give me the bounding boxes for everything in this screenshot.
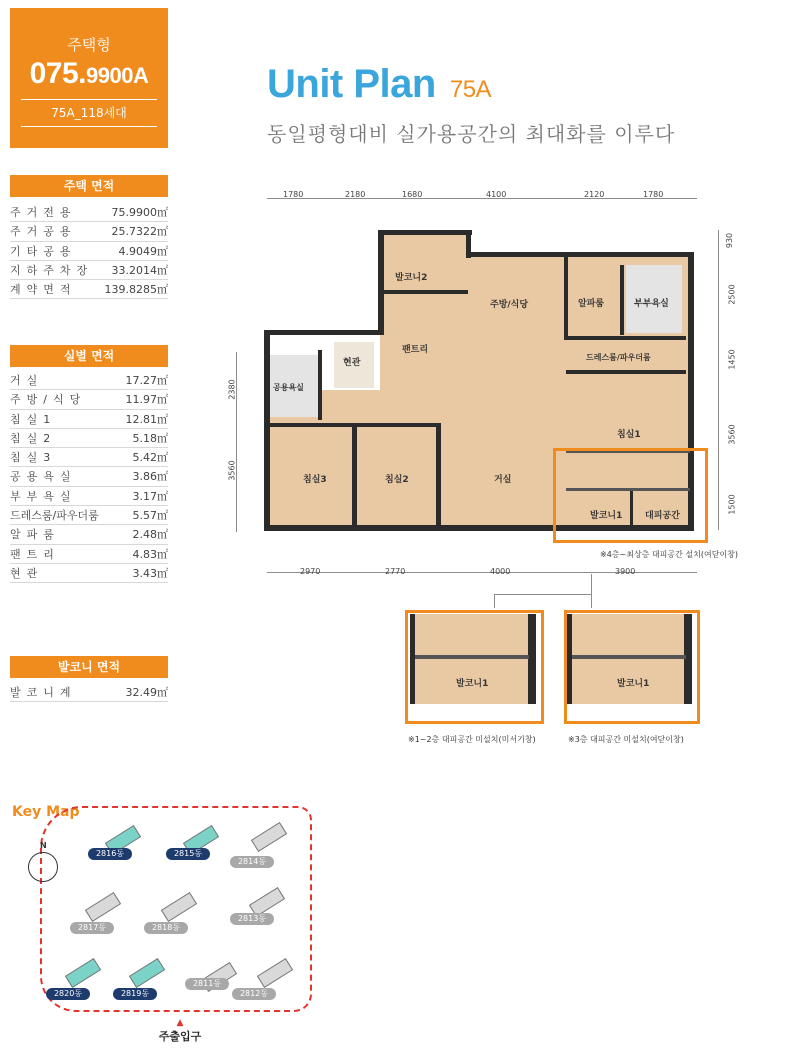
area-row-value: 11.97㎡ — [125, 393, 168, 407]
room-evac: 대피공간 — [645, 511, 680, 521]
building-2813: 2813동 — [230, 913, 274, 925]
variant1-balcony: 발코니1 — [456, 679, 489, 689]
area-row — [10, 203, 168, 222]
variant2-frame — [564, 610, 700, 724]
area-row-label: 알파룸 — [10, 528, 60, 542]
housing-area-heading: 주택 면적 — [10, 175, 168, 197]
area-row-label: 침실3 — [10, 451, 57, 465]
area-row-value: 75.9900㎡ — [111, 206, 168, 219]
area-row-label: 지하주차장 — [10, 263, 94, 277]
building-2815: 2815동 — [166, 848, 210, 860]
building-2817: 2817동 — [70, 922, 114, 934]
dim-left-2: 3560 — [227, 460, 237, 481]
area-row — [10, 487, 168, 506]
room-entrance: 현관 — [343, 358, 361, 368]
entrance-arrow-icon: ▲ — [176, 1018, 184, 1028]
area-row-label: 침실2 — [10, 431, 57, 445]
housing-area-table — [10, 203, 168, 299]
area-row — [10, 467, 168, 486]
area-row — [10, 506, 168, 525]
room-kitchen: 주방/식당 — [490, 300, 529, 310]
area-row-value: 32.49㎡ — [125, 686, 168, 699]
dim-top-5: 2120 — [584, 190, 605, 199]
area-row — [10, 280, 168, 299]
area-row — [10, 242, 168, 261]
tagline: 동일평형대비 실가용공간의 최대화를 이루다 — [267, 122, 676, 146]
building-2814: 2814동 — [230, 856, 274, 868]
building-2819: 2819동 — [113, 988, 157, 1000]
main-entrance: ▲ 주출입구 — [150, 1018, 210, 1044]
area-row-value: 17.27㎡ — [125, 374, 168, 387]
unit-code: 75A — [449, 76, 492, 103]
area-row — [10, 429, 168, 448]
note-1: ※1~2층 대피공간 미설치(미서기창) — [408, 735, 536, 744]
area-row-label: 드레스룸/파우더룸 — [10, 509, 99, 523]
area-row-label: 현관 — [10, 566, 44, 580]
area-row — [10, 448, 168, 467]
room-bedroom3: 침실3 — [303, 475, 327, 485]
building-2811: 2811동 — [185, 978, 229, 990]
unit-type-box — [10, 8, 168, 148]
room-master-bath: 부부욕실 — [634, 299, 669, 309]
area-row — [10, 261, 168, 280]
area-row-value: 3.43㎡ — [132, 566, 168, 580]
area-row-value: 2.48㎡ — [132, 528, 168, 542]
dim-right-3: 1450 — [727, 349, 737, 370]
building-2812: 2812동 — [232, 988, 276, 1000]
area-row-value: 4.9049㎡ — [118, 244, 168, 258]
north-arrow-icon: N — [28, 852, 58, 882]
note-main: ※4층~최상층 대피공간 설치(여닫이창) — [600, 550, 739, 559]
area-row-value: 4.83㎡ — [132, 547, 168, 561]
area-row — [10, 545, 168, 564]
room-bedroom1: 침실1 — [617, 430, 641, 440]
room-common-bath: 공용욕실 — [273, 383, 304, 392]
room-area-heading: 실별 면적 — [10, 345, 168, 367]
area-row — [10, 390, 168, 409]
area-row — [10, 683, 168, 702]
area-row — [10, 371, 168, 390]
room-pantry: 팬트리 — [402, 345, 429, 355]
room-area-table — [10, 371, 168, 583]
keymap-title: Key Map — [12, 804, 80, 820]
area-row-value: 5.42㎡ — [132, 451, 168, 465]
balcony-area-table — [10, 683, 168, 702]
building-2820: 2820동 — [46, 988, 90, 1000]
area-row-value: 139.8285㎡ — [104, 283, 168, 297]
dim-bottom-1: 2970 — [300, 567, 321, 576]
area-row-value: 3.17㎡ — [132, 489, 168, 503]
area-row-label: 계약면적 — [10, 283, 77, 297]
evac-highlight — [553, 448, 708, 543]
dim-right-2: 2500 — [727, 284, 737, 305]
dim-top-2: 2180 — [345, 190, 366, 199]
divider — [21, 99, 157, 100]
area-row — [10, 410, 168, 429]
area-row-value: 12.81㎡ — [125, 412, 168, 426]
area-row-label: 공용욕실 — [10, 470, 77, 484]
unit-type-code: 075.9900A — [29, 57, 149, 90]
divider — [21, 126, 157, 127]
area-row-value: 25.7322㎡ — [111, 225, 168, 239]
area-row-label: 주거공용 — [10, 225, 77, 239]
area-row — [10, 222, 168, 241]
area-row-value: 5.57㎡ — [132, 509, 168, 523]
balcony-area-heading: 발코니 면적 — [10, 656, 168, 678]
dim-bottom-2: 2770 — [385, 567, 406, 576]
dim-right-5: 1500 — [727, 494, 737, 515]
dim-top-6: 1780 — [643, 190, 664, 199]
area-row-value: 3.86㎡ — [132, 470, 168, 484]
dim-left-1: 2380 — [227, 379, 237, 400]
dim-top-1: 1780 — [283, 190, 304, 199]
building-2816: 2816동 — [88, 848, 132, 860]
dim-right-4: 3560 — [727, 424, 737, 445]
area-row — [10, 564, 168, 583]
area-row-label: 기타공용 — [10, 244, 77, 258]
variant1-frame — [405, 610, 544, 724]
area-row-label: 주방/식당 — [10, 393, 87, 407]
area-row-label: 침실1 — [10, 412, 57, 426]
room-dress: 드레스룸/파우더룸 — [586, 353, 651, 362]
dim-bottom-4: 3900 — [615, 567, 636, 576]
area-row-value: 33.2014㎡ — [111, 263, 168, 277]
area-row-label: 부부욕실 — [10, 489, 77, 503]
note-2: ※3층 대피공간 미설치(여닫이창) — [568, 735, 684, 744]
area-row — [10, 525, 168, 544]
area-row-label: 주거전용 — [10, 206, 77, 219]
unit-type-label: 주택형 — [67, 36, 111, 54]
area-row-label: 발코니계 — [10, 686, 77, 699]
dim-bottom-3: 4000 — [490, 567, 511, 576]
room-living: 거실 — [494, 475, 512, 485]
area-row-label: 거실 — [10, 374, 44, 387]
dim-top-4: 4100 — [486, 190, 507, 199]
building-2818: 2818동 — [144, 922, 188, 934]
page-title: Unit Plan 75A — [267, 62, 492, 106]
variant2-balcony: 발코니1 — [617, 679, 650, 689]
room-bedroom2: 침실2 — [385, 475, 409, 485]
area-row-label: 팬트리 — [10, 547, 60, 561]
dim-top-3: 1680 — [402, 190, 423, 199]
room-balcony2: 발코니2 — [395, 273, 428, 283]
dim-right-1: 930 — [725, 232, 735, 249]
room-alpha: 알파룸 — [578, 299, 605, 309]
area-row-value: 5.18㎡ — [132, 431, 168, 445]
unit-households: 75A_118세대 — [51, 106, 127, 120]
room-balcony1: 발코니1 — [590, 511, 623, 521]
